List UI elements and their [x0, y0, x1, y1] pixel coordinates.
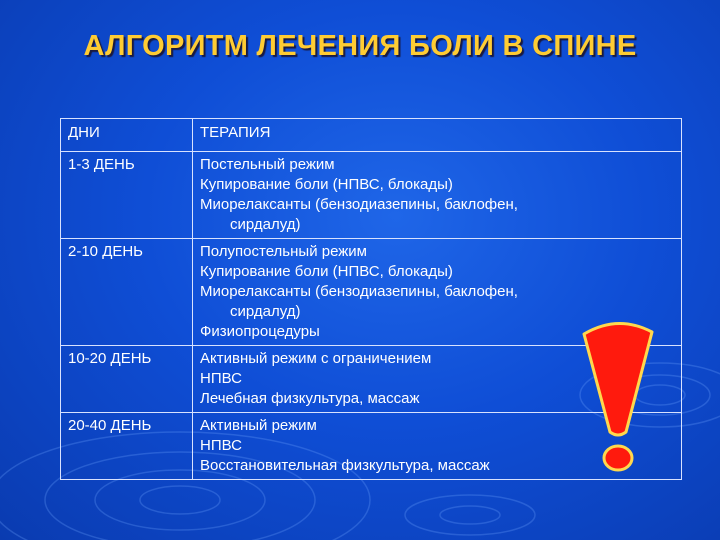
- therapy-line: Постельный режим: [200, 156, 335, 173]
- therapy-line: сирдалуд): [230, 216, 301, 233]
- page-title: АЛГОРИТМ ЛЕЧЕНИЯ БОЛИ В СПИНЕ: [83, 30, 637, 62]
- therapy-line: Физиопроцедуры: [200, 323, 320, 340]
- exclamation-mark-icon: [578, 320, 658, 480]
- therapy-line: сирдалуд): [230, 303, 301, 320]
- therapy-line: Восстановительная физкультура, массаж: [200, 457, 490, 474]
- row-days: 1-3 ДЕНЬ: [61, 152, 193, 239]
- therapy-line: Купирование боли (НПВС, блокады): [200, 176, 453, 193]
- header-therapy: ТЕРАПИЯ: [193, 119, 682, 152]
- therapy-line: НПВС: [200, 370, 242, 387]
- therapy-line: Полупостельный режим: [200, 243, 367, 260]
- therapy-line: Лечебная физкультура, массаж: [200, 390, 420, 407]
- therapy-line: Активный режим: [200, 417, 317, 434]
- therapy-line: Миорелаксанты (бензодиазепины, баклофен,: [200, 283, 518, 300]
- therapy-line: НПВС: [200, 437, 242, 454]
- header-days: ДНИ: [61, 119, 193, 152]
- table-header-row: [61, 119, 682, 152]
- therapy-line: Миорелаксанты (бензодиазепины, баклофен,: [200, 196, 518, 213]
- row-days: 10-20 ДЕНЬ: [61, 346, 193, 413]
- row-therapy: [193, 152, 682, 239]
- therapy-line: Активный режим с ограничением: [200, 350, 432, 367]
- table-row: [61, 152, 682, 239]
- row-days: 20-40 ДЕНЬ: [61, 413, 193, 480]
- row-days: 2-10 ДЕНЬ: [61, 239, 193, 346]
- therapy-line: Купирование боли (НПВС, блокады): [200, 263, 453, 280]
